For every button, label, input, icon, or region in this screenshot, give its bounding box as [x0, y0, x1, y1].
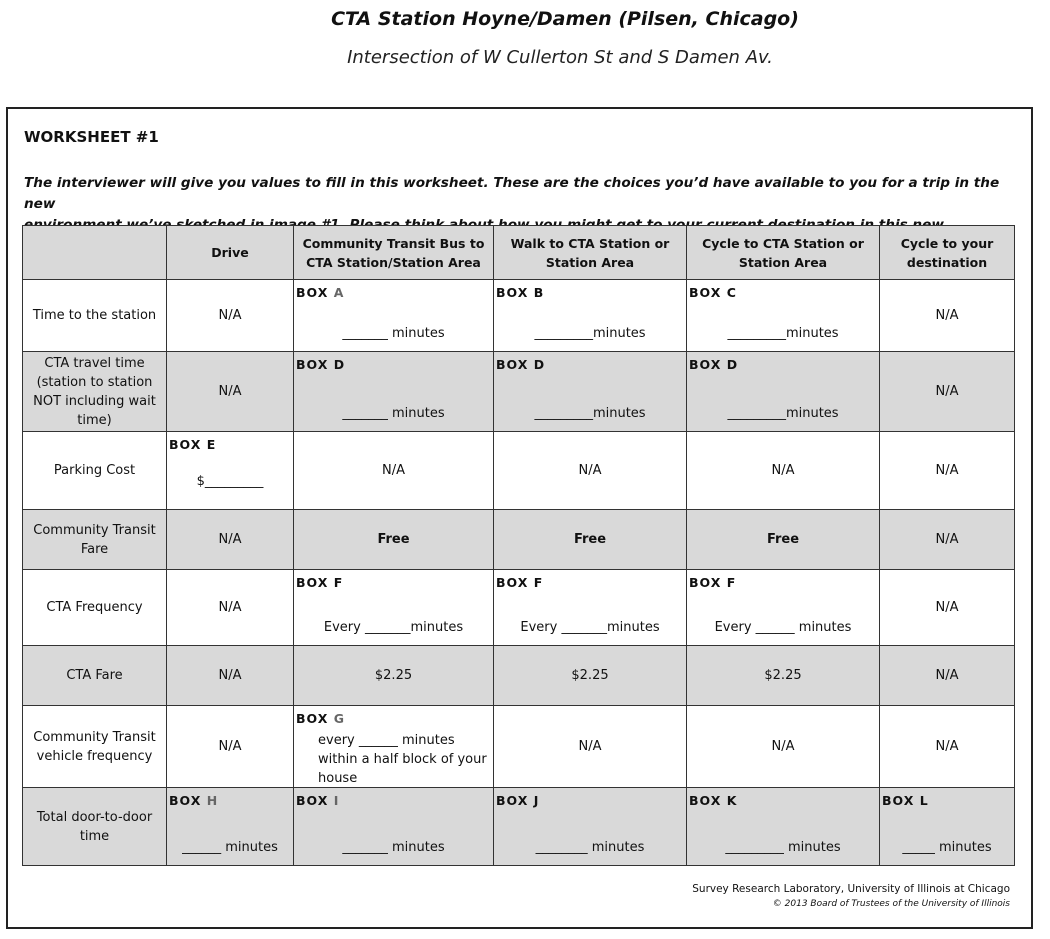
- table-row: [23, 570, 1015, 646]
- page-subtitle: Intersection of W Cullerton St and S Damen Av.: [347, 47, 773, 68]
- box-g-cell[interactable]: [294, 706, 494, 788]
- intro-line-1: The interviewer will give you values to fill in this worksheet. These are the choices you’d have available to you for a trip in the new: [24, 175, 1000, 212]
- cell-na: N/A: [880, 432, 1015, 510]
- box-i-label: BOX I: [296, 793, 340, 808]
- cell-na: N/A: [687, 432, 880, 510]
- box-f-blank[interactable]: Every ______ minutes: [714, 620, 852, 635]
- cell-na: N/A: [167, 280, 294, 352]
- cell-fare: $2.25: [294, 646, 494, 706]
- cell-na: N/A: [294, 432, 494, 510]
- box-g-text[interactable]: every ______ minutes within a half block of your house: [318, 733, 487, 786]
- box-i-blank[interactable]: _______ minutes: [342, 840, 445, 855]
- box-f-cell-walk[interactable]: [494, 570, 687, 646]
- row-label-cta-fare: CTA Fare: [23, 646, 167, 706]
- footer-credit: Survey Research Laboratory, University of Illinois at Chicago: [692, 883, 1010, 895]
- box-k-blank[interactable]: _________ minutes: [725, 840, 841, 855]
- row-label-cta-frequency: CTA Frequency: [23, 570, 167, 646]
- cell-na: N/A: [880, 352, 1015, 432]
- footer-copyright: © 2013 Board of Trustees of the University of Illinois: [772, 899, 1010, 909]
- cell-na: N/A: [880, 570, 1015, 646]
- cell-na: N/A: [167, 510, 294, 570]
- table-row: [23, 432, 1015, 510]
- box-d-cell-bus[interactable]: [294, 352, 494, 432]
- row-label-time-to-station: Time to the station: [23, 280, 167, 352]
- row-label-ct-fare: Community Transit Fare: [23, 510, 167, 570]
- row-label-cta-travel-time: CTA travel time (station to station NOT including wait time): [23, 352, 167, 432]
- box-j-label: BOX J: [496, 793, 540, 808]
- cell-na: N/A: [494, 706, 687, 788]
- row-label-parking-cost: Parking Cost: [23, 432, 167, 510]
- box-f-label: BOX F: [496, 575, 544, 590]
- cell-na: N/A: [880, 706, 1015, 788]
- table-row: [23, 352, 1015, 432]
- box-f-label: BOX F: [689, 575, 737, 590]
- box-c-label: BOX C: [689, 285, 737, 300]
- box-d-blank[interactable]: _______ minutes: [342, 406, 445, 421]
- box-f-blank[interactable]: Every _______minutes: [520, 620, 660, 635]
- box-d-blank[interactable]: _________minutes: [534, 406, 646, 421]
- box-d-blank[interactable]: _________minutes: [727, 406, 839, 421]
- cell-fare: $2.25: [494, 646, 687, 706]
- box-a-label: BOX A: [296, 285, 345, 300]
- box-b-label: BOX B: [496, 285, 545, 300]
- box-c-blank[interactable]: _________minutes: [727, 326, 839, 341]
- table-row: [23, 510, 1015, 570]
- cell-na: N/A: [167, 706, 294, 788]
- header-cycle-station: Cycle to CTA Station or Station Area: [687, 226, 880, 280]
- box-d-cell-cycle[interactable]: [687, 352, 880, 432]
- worksheet-table: [22, 225, 1015, 866]
- box-j-cell[interactable]: [494, 788, 687, 866]
- cell-na: N/A: [880, 280, 1015, 352]
- worksheet-title: WORKSHEET #1: [24, 128, 159, 146]
- table-row: [23, 646, 1015, 706]
- box-b-cell[interactable]: [494, 280, 687, 352]
- box-f-label: BOX F: [296, 575, 344, 590]
- cell-free: Free: [687, 510, 880, 570]
- cell-na: N/A: [880, 510, 1015, 570]
- box-a-blank[interactable]: _______ minutes: [342, 326, 445, 341]
- box-l-blank[interactable]: _____ minutes: [902, 840, 992, 855]
- cell-na: N/A: [167, 646, 294, 706]
- box-e-cell[interactable]: [167, 432, 294, 510]
- header-cycle-destination: Cycle to your destination: [880, 226, 1015, 280]
- box-d-cell-walk[interactable]: [494, 352, 687, 432]
- box-g-label: BOX G: [296, 711, 345, 726]
- table-row: [23, 788, 1015, 866]
- box-j-blank[interactable]: ________ minutes: [535, 840, 645, 855]
- box-d-label: BOX D: [296, 357, 346, 372]
- box-d-label: BOX D: [689, 357, 739, 372]
- cell-free: Free: [294, 510, 494, 570]
- page-title: CTA Station Hoyne/Damen (Pilsen, Chicago): [331, 8, 799, 30]
- box-e-blank[interactable]: $_________: [196, 474, 264, 489]
- box-d-label: BOX D: [496, 357, 546, 372]
- row-label-ct-vehicle-frequency: Community Transit vehicle frequency: [23, 706, 167, 788]
- cell-na: N/A: [494, 432, 687, 510]
- cell-fare: $2.25: [687, 646, 880, 706]
- box-i-cell[interactable]: [294, 788, 494, 866]
- box-a-cell[interactable]: [294, 280, 494, 352]
- header-empty: [23, 226, 167, 280]
- header-walk: Walk to CTA Station or Station Area: [494, 226, 687, 280]
- box-f-cell-cycle[interactable]: [687, 570, 880, 646]
- table-row: [23, 706, 1015, 788]
- cell-na: N/A: [167, 352, 294, 432]
- cell-na: N/A: [687, 706, 880, 788]
- box-b-blank[interactable]: _________minutes: [534, 326, 646, 341]
- cell-free: Free: [494, 510, 687, 570]
- box-h-cell[interactable]: [167, 788, 294, 866]
- table-row: [23, 280, 1015, 352]
- box-h-label: BOX H: [169, 793, 219, 808]
- header-community-transit: Community Transit Bus to CTA Station/Station Area: [294, 226, 494, 280]
- box-l-cell[interactable]: [880, 788, 1015, 866]
- box-e-label: BOX E: [169, 437, 217, 452]
- box-c-cell[interactable]: [687, 280, 880, 352]
- cell-na: N/A: [167, 570, 294, 646]
- box-f-cell-bus[interactable]: [294, 570, 494, 646]
- box-k-cell[interactable]: [687, 788, 880, 866]
- box-k-label: BOX K: [689, 793, 738, 808]
- header-drive: Drive: [167, 226, 294, 280]
- box-f-blank[interactable]: Every _______minutes: [323, 620, 464, 635]
- box-l-label: BOX L: [882, 793, 929, 808]
- cell-na: N/A: [880, 646, 1015, 706]
- box-h-blank[interactable]: ______ minutes: [182, 840, 278, 855]
- row-label-total-time: Total door-to-door time: [23, 788, 167, 866]
